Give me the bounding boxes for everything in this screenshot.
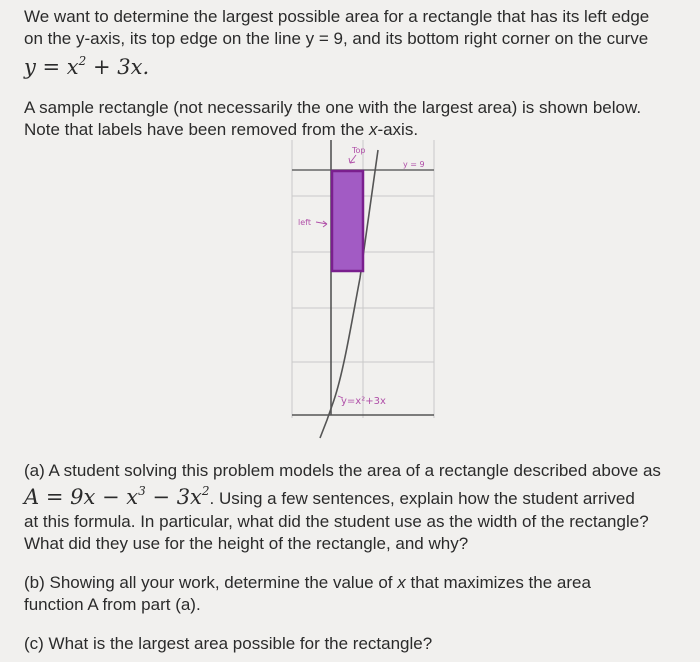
part-b-line-1 — [24, 572, 696, 594]
part-b-var: x — [397, 573, 406, 592]
part-c-line-1: (c) What is the largest area possible for the rectangle? — [24, 634, 433, 653]
intro-line-1: We want to determine the largest possible area for a rectangle that has its left edge — [24, 7, 650, 26]
part-a-line-2-tail: . Using a few sentences, explain how the student arrived — [209, 489, 635, 508]
area-formula-exp-2: 2 — [201, 484, 210, 498]
part-a-line-2 — [24, 484, 696, 512]
part-a-line-3: at this formula. In particular, what did the student use as the width of the rectangle? — [24, 512, 649, 531]
area-formula-exp-3: 3 — [138, 484, 146, 498]
part-b-line-2: function A from part (a). — [24, 595, 201, 614]
sample-line-1: A sample rectangle (not necessarily the one with the largest area) is shown below. — [24, 98, 642, 117]
top-arrow-icon — [349, 155, 356, 163]
part-a-line-4: What did they use for the height of the rectangle, and why? — [24, 534, 469, 553]
area-formula-mid: − 3x — [145, 485, 202, 509]
curve-eq-lhs: y = x — [24, 55, 79, 79]
part-b-line-1-pre: (b) Showing all your work, determine the value of — [24, 573, 398, 592]
sample-line-2-post: -axis. — [377, 120, 419, 139]
curve-eq-rhs: + 3x. — [86, 55, 150, 79]
sample-rectangle — [332, 171, 363, 271]
label-top: Top — [352, 146, 366, 155]
sample-line-2-pre: Note that labels have been removed from the — [24, 120, 369, 139]
label-left: left — [298, 218, 311, 227]
sample-line-2-var: x — [368, 120, 378, 139]
part-a-line-1: (a) A student solving this problem models the area of a rectangle described above as — [24, 461, 661, 480]
label-curve: y=x²+3x — [341, 396, 386, 407]
curve-eq-exponent: 2 — [78, 54, 87, 68]
area-formula — [24, 485, 210, 509]
intro-line-2: on the y-axis, its top edge on the line y = 9, and its bottom right corner on the curve — [24, 29, 649, 48]
area-formula-start: A = 9x − x — [24, 485, 139, 509]
label-line-y9: y = 9 — [403, 160, 425, 169]
left-arrow-icon — [316, 221, 327, 227]
part-b-line-1-post: that maximizes the area — [405, 573, 591, 592]
